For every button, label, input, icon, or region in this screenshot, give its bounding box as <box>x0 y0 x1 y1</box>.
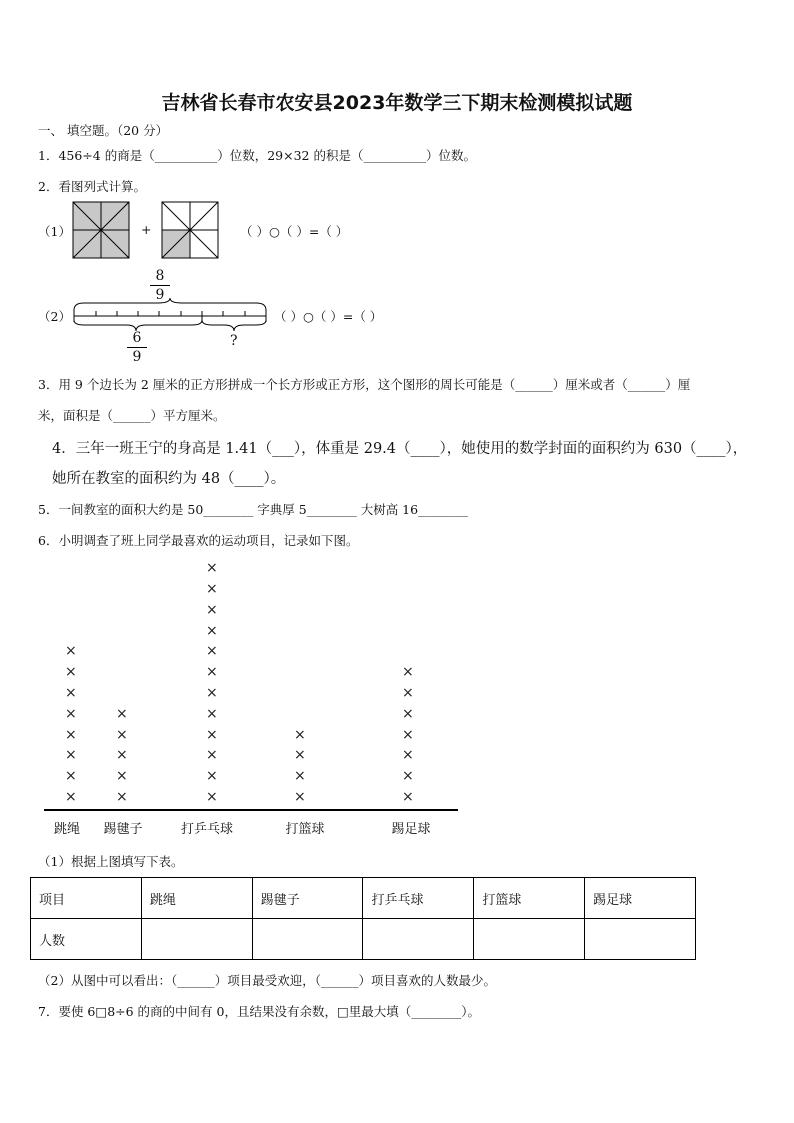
table-cell: 打乒乓球 <box>363 878 474 919</box>
category-label: 跳绳 <box>53 822 80 837</box>
tally-mark: × <box>402 685 414 701</box>
tally-mark: × <box>402 726 414 743</box>
answer-cell[interactable] <box>141 919 252 960</box>
tally-mark: × <box>65 685 77 701</box>
tally-mark: × <box>65 789 77 805</box>
tally-mark: × <box>116 789 128 805</box>
answer-cell[interactable] <box>363 919 474 960</box>
tally-mark: × <box>206 747 218 764</box>
tally-mark: × <box>116 726 128 743</box>
tally-mark: × <box>402 768 414 785</box>
question-4-line-2: 她所在教室的面积约为 48（____）。 <box>52 471 286 487</box>
fraction-denominator: 9 <box>132 349 142 365</box>
table-cell: 打篮球 <box>474 878 585 919</box>
tally-mark: × <box>206 622 218 639</box>
tally-mark: × <box>65 664 77 681</box>
tally-mark: × <box>65 768 77 785</box>
question-3-line-1: 3．用 9 个边长为 2 厘米的正方形拼成一个长方形或正方形，这个图形的周长可能是（______）厘米或者（______）厘 <box>38 377 691 392</box>
tally-mark: × <box>206 601 218 618</box>
tally-mark: × <box>206 726 218 743</box>
tally-mark: × <box>206 664 218 681</box>
tally-mark: × <box>402 789 414 805</box>
tally-mark: × <box>116 705 128 722</box>
answer-cell[interactable] <box>252 919 363 960</box>
category-label: 踢足球 <box>391 822 431 837</box>
category-label: 打乒乓球 <box>180 822 233 837</box>
tally-mark: × <box>402 747 414 764</box>
question-5: 5．一间教室的面积大约是 50________ 字典厚 5________ 大树高 16________ <box>38 502 469 517</box>
table-row <box>31 919 696 960</box>
tally-mark: × <box>206 581 218 597</box>
fraction-numerator: 6 <box>132 330 142 346</box>
tally-mark: × <box>206 685 218 701</box>
tally-mark: × <box>206 789 218 805</box>
tally-mark: × <box>294 789 306 805</box>
table-cell: 踢足球 <box>585 878 696 919</box>
tally-mark: × <box>206 705 218 722</box>
tally-mark: × <box>65 726 77 743</box>
tally-mark: × <box>294 747 306 764</box>
question-6-heading: 6．小明调查了班上同学最喜欢的运动项目，记录如下图。 <box>38 533 359 548</box>
results-table <box>30 877 696 960</box>
fraction-numerator: 8 <box>155 268 165 284</box>
tally-mark: × <box>65 705 77 722</box>
category-label: 打篮球 <box>285 822 325 837</box>
answer-cell[interactable] <box>474 919 585 960</box>
question-3-line-2: 米，面积是（______）平方厘米。 <box>38 408 226 423</box>
fraction-square-2 <box>161 201 221 261</box>
table-cell: 踢毽子 <box>252 878 363 919</box>
table-cell: 跳绳 <box>141 878 252 919</box>
q2-part2-expression: （ ）○（ ）=（ ） <box>274 309 383 324</box>
table-cell: 人数 <box>31 919 142 960</box>
question-1: 1．456÷4 的商是（__________）位数，29×32 的积是（__________）位数。 <box>38 148 476 163</box>
fraction-six-ninths <box>127 330 147 365</box>
fraction-denominator: 9 <box>155 287 165 303</box>
question-6-sub-2: （2）从图中可以看出：（______）项目最受欢迎，（______）项目喜欢的人数最少。 <box>38 973 496 988</box>
tally-mark: × <box>402 705 414 722</box>
tally-mark: × <box>294 768 306 785</box>
fraction-square-1 <box>72 201 132 261</box>
table-row <box>31 878 696 919</box>
question-4-line-1: 4．三年一班王宁的身高是 1.41（___），体重是 29.4（____），她使用的数学封面的面积约为 630（____）， <box>52 441 748 457</box>
q2-part1-expression: （ ）○（ ）=（ ） <box>240 224 349 239</box>
tally-mark: × <box>206 768 218 785</box>
tally-mark: × <box>65 747 77 764</box>
unknown-mark: ? <box>230 333 238 349</box>
category-label: 踢毽子 <box>103 822 143 837</box>
answer-cell[interactable] <box>585 919 696 960</box>
tally-mark: × <box>116 747 128 764</box>
q2-part1-label: （1） <box>38 224 71 239</box>
tally-mark: × <box>294 726 306 743</box>
page-title: 吉林省长春市农安县2023年数学三下期末检测模拟试题 <box>161 92 633 114</box>
question-2-heading: 2．看图列式计算。 <box>38 179 146 194</box>
q2-part2-label: （2） <box>38 309 71 324</box>
tally-mark: × <box>402 664 414 681</box>
section-heading: 一、 填空题。（20 分） <box>38 123 169 138</box>
tally-mark: × <box>65 643 77 660</box>
table-cell: 项目 <box>31 878 142 919</box>
tally-mark: × <box>206 560 218 577</box>
number-line-diagram <box>70 298 270 332</box>
plus-sign: + <box>141 222 152 237</box>
tally-mark: × <box>206 643 218 660</box>
question-6-sub-1: （1）根据上图填写下表。 <box>38 854 184 869</box>
tally-mark: × <box>116 768 128 785</box>
chart-baseline <box>44 809 458 811</box>
question-7: 7．要使 6□8÷6 的商的中间有 0，且结果没有余数，□里最大填（________）。 <box>38 1004 481 1019</box>
